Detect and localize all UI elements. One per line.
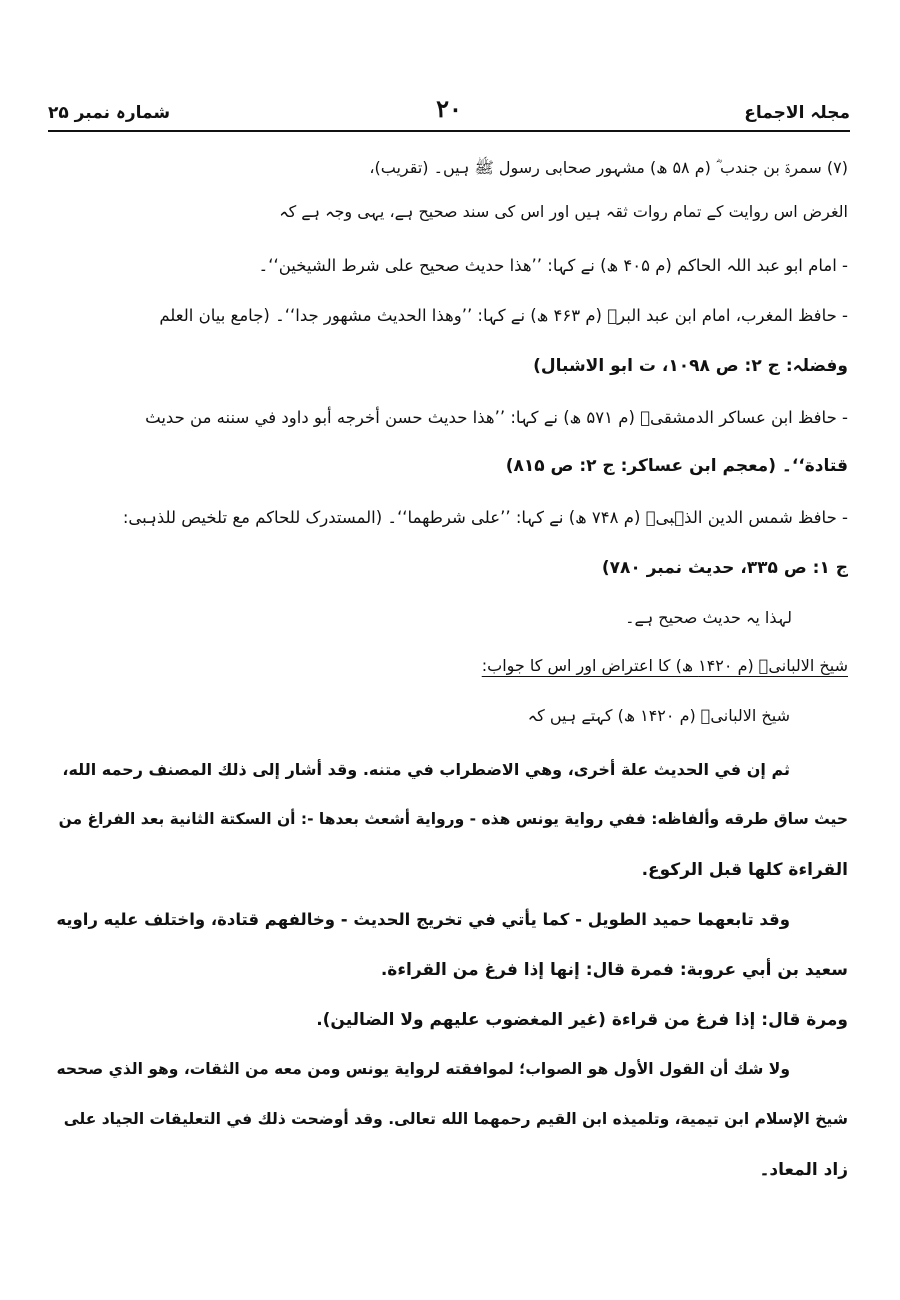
text-line: الغرض اس روایت کے تمام روات ثقہ ہیں اور اس کی سند صحیح ہے، یہی وجہ ہے کہ bbox=[279, 202, 848, 221]
text-line: وفضلہ: ج ۲: ص ۱۰۹۸، ت ابو الاشبال) bbox=[533, 356, 848, 376]
header-rule bbox=[48, 130, 850, 132]
text-line: لہذا یہ حدیث صحیح ہے۔ bbox=[625, 608, 792, 627]
text-line: شیخ الالبانیؒ (م ۱۴۲۰ ھ) کہتے ہیں کہ bbox=[527, 706, 790, 725]
arabic-quote-line: زاد المعاد۔ bbox=[759, 1160, 848, 1180]
journal-title: مجلہ الاجماع bbox=[744, 103, 850, 123]
arabic-quote-line: شيخ الإسلام ابن تيمية، وتلميذه ابن القيم رحمهما الله تعالى. وقد أوضحت ذلك في التعليقات الجياد على bbox=[63, 1110, 848, 1128]
arabic-quote-line: ومرة قال: إذا فرغ من قراءة (غير المغضوب عليهم ولا الضالين). bbox=[316, 1010, 848, 1030]
text-line: (۷) سمرۃ بن جندب ؓ (م ۵۸ ھ) مشہور صحابی رسول ﷺ ہیں۔ (تقریب)، bbox=[369, 158, 848, 177]
arabic-quote-line: حيث ساق طرقه وألفاظه: ففي رواية يونس هذه - ورواية أشعث بعدها -: أن السكتة الثانية بعد الفراغ من bbox=[58, 810, 848, 828]
section-heading: شیخ الالبانیؒ (م ۱۴۲۰ ھ) کا اعتراض اور اس کا جواب: bbox=[481, 656, 848, 675]
text-line: ج ۱: ص ۳۳۵، حدیث نمبر ۷۸۰) bbox=[601, 558, 848, 578]
page-number: ۲۰ bbox=[436, 94, 462, 123]
issue-number: شمارہ نمبر ۲۵ bbox=[48, 103, 171, 123]
text-line: - حافظ شمس الدین الذہبیؒ (م ۷۴۸ ھ) نے کہا: ’’على شرطهما‘‘۔ (المستدرک للحاکم مع تلخیص للذہبی: bbox=[122, 508, 848, 527]
arabic-quote-line: القراءة كلها قبل الركوع. bbox=[641, 860, 848, 880]
arabic-quote-line: ولا شك أن القول الأول هو الصواب؛ لموافقته لرواية يونس ومن معه من الثقات، وهو الذي صححه bbox=[56, 1060, 790, 1078]
arabic-quote-line: سعيد بن أبي عروبة: فمرة قال: إنها إذا فرغ من القراءة. bbox=[380, 960, 848, 980]
text-line: - حافظ ابن عساکر الدمشقیؒ (م ۵۷۱ ھ) نے کہا: ’’هذا حديث حسن أخرجه أبو داود في سننه من حديث bbox=[145, 408, 848, 427]
text-line: قتادة‘‘۔ (معجم ابن عساکر: ج ۲: ص ۸۱۵) bbox=[505, 456, 848, 476]
text-line: - حافظ المغرب، امام ابن عبد البرؒ (م ۴۶۳ ھ) نے کہا: ’’وهذا الحديث مشهور جدا‘‘۔ (جامع بيان العلم bbox=[159, 306, 848, 325]
text-line: - امام ابو عبد اللہ الحاکم (م ۴۰۵ ھ) نے کہا: ’’هذا حديث صحيح على شرط الشيخين‘‘۔ bbox=[258, 256, 848, 275]
page-header bbox=[48, 96, 850, 132]
arabic-quote-line: وقد تابعهما حميد الطويل - كما يأتي في تخريج الحديث - وخالفهم قتادة، واختلف عليه راويه bbox=[56, 910, 790, 929]
arabic-quote-line: ثم إن في الحديث علة أخرى، وهي الاضطراب في متنه. وقد أشار إلى ذلك المصنف رحمه الله، bbox=[62, 760, 790, 779]
